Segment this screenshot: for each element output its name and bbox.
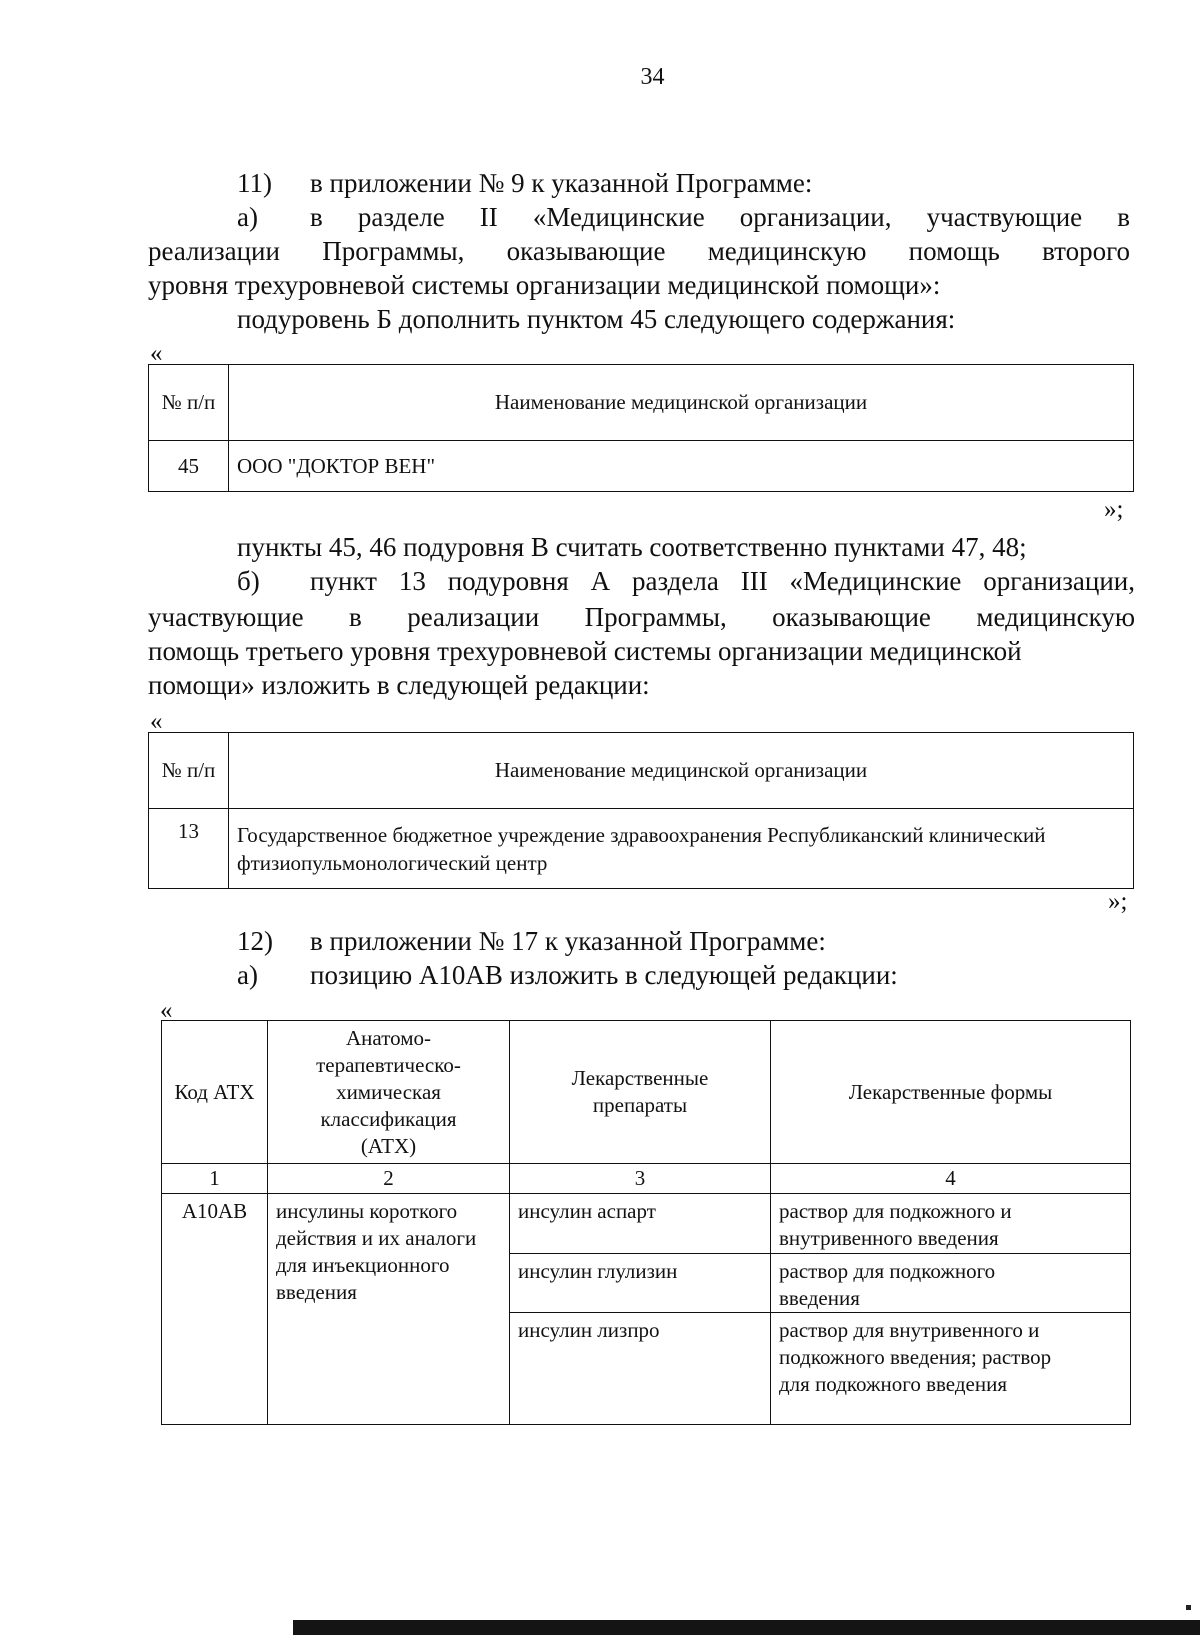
table-3-form: раствор для подкожного введения bbox=[771, 1254, 1131, 1313]
item-11a-line2: реализации Программы, оказывающие медицинскую помощь второго bbox=[148, 236, 1130, 266]
open-quote-2: « bbox=[150, 708, 163, 735]
scan-edge-bar bbox=[293, 1620, 1200, 1635]
item-12-number: 12) bbox=[237, 926, 273, 956]
close-quote-1: »; bbox=[1104, 496, 1124, 523]
item-11-number: 11) bbox=[237, 168, 272, 198]
item-11b-line2: участвующие в реализации Программы, оказывающие медицинскую bbox=[148, 602, 1135, 632]
table-1-header-name: Наименование медицинской организации bbox=[229, 365, 1134, 441]
table-1-row-num: 45 bbox=[149, 441, 229, 492]
item-11b-line4: помощи» изложить в следующей редакции: bbox=[148, 670, 650, 700]
item-11a-line3: уровня трехуровневой системы организации медицинской помощи»: bbox=[148, 270, 941, 300]
item-11a-marker: а) bbox=[237, 202, 258, 232]
table-3-col-number: 1 bbox=[162, 1164, 268, 1194]
table-3-header-code: Код АТХ bbox=[162, 1021, 268, 1164]
table-1-row-name: ООО "ДОКТОР ВЕН" bbox=[229, 441, 1134, 492]
table-2-row-name: Государственное бюджетное учреждение здравоохранения Республиканский клинический фтизиопульмонологический центр bbox=[229, 809, 1134, 889]
table-3-header-classification: Анатомо-терапевтическо-химическая классификация (АТХ) bbox=[268, 1021, 510, 1164]
item-11a-line1: в разделе II «Медицинские организации, участвующие в bbox=[310, 202, 1130, 232]
table-3-classification: инсулины короткого действия и их аналоги для инъекционного введения bbox=[268, 1194, 510, 1425]
item-11b-line1: пункт 13 подуровня А раздела III «Медицинские организации, bbox=[310, 566, 1135, 596]
table-3-number-row bbox=[162, 1164, 1131, 1194]
page-number: 34 bbox=[640, 64, 665, 90]
table-3-col-number: 2 bbox=[268, 1164, 510, 1194]
table-3-form: раствор для внутривенного и подкожного введения; раствор для подкожного введения bbox=[771, 1313, 1131, 1425]
item-11-text: в приложении № 9 к указанной Программе: bbox=[310, 168, 813, 198]
table-3-drug: инсулин аспарт bbox=[510, 1194, 771, 1254]
table-3 bbox=[161, 1020, 1131, 1425]
table-3-header-row bbox=[162, 1021, 1131, 1164]
renumber-text: пункты 45, 46 подуровня В считать соответственно пунктами 47, 48; bbox=[237, 532, 1027, 562]
table-3-drug: инсулин глулизин bbox=[510, 1254, 771, 1313]
scan-artifact-dot bbox=[1186, 1605, 1191, 1610]
table-3-code: A10AB bbox=[162, 1194, 268, 1425]
open-quote-3: « bbox=[160, 997, 173, 1024]
item-12-text: в приложении № 17 к указанной Программе: bbox=[310, 926, 826, 956]
table-3-header-forms: Лекарственные формы bbox=[771, 1021, 1131, 1164]
table-row bbox=[162, 1194, 1131, 1254]
table-3-drug: инсулин лизпро bbox=[510, 1313, 771, 1425]
table-1 bbox=[148, 364, 1134, 492]
table-3-form: раствор для подкожного и внутривенного введения bbox=[771, 1194, 1131, 1254]
item-11b-marker: б) bbox=[237, 566, 260, 596]
table-1-header-row bbox=[149, 365, 1134, 441]
open-quote-1: « bbox=[150, 340, 163, 367]
table-3-col-number: 3 bbox=[510, 1164, 771, 1194]
table-row bbox=[149, 809, 1134, 889]
table-3-header-drugs: Лекарственные препараты bbox=[510, 1021, 771, 1164]
table-2-row-num: 13 bbox=[149, 809, 229, 889]
table-3-col-number: 4 bbox=[771, 1164, 1131, 1194]
item-11a-line4: подуровень Б дополнить пунктом 45 следующего содержания: bbox=[237, 304, 956, 334]
table-2 bbox=[148, 732, 1134, 889]
item-12a-text: позицию A10AB изложить в следующей редакции: bbox=[310, 960, 898, 990]
item-12a-marker: а) bbox=[237, 960, 258, 990]
table-2-header-name: Наименование медицинской организации bbox=[229, 733, 1134, 809]
table-2-header-num: № п/п bbox=[149, 733, 229, 809]
close-quote-2: »; bbox=[1108, 888, 1128, 915]
table-2-header-row bbox=[149, 733, 1134, 809]
table-1-header-num: № п/п bbox=[149, 365, 229, 441]
table-row bbox=[149, 441, 1134, 492]
item-11b-line3: помощь третьего уровня трехуровневой системы организации медицинской bbox=[148, 636, 1022, 666]
